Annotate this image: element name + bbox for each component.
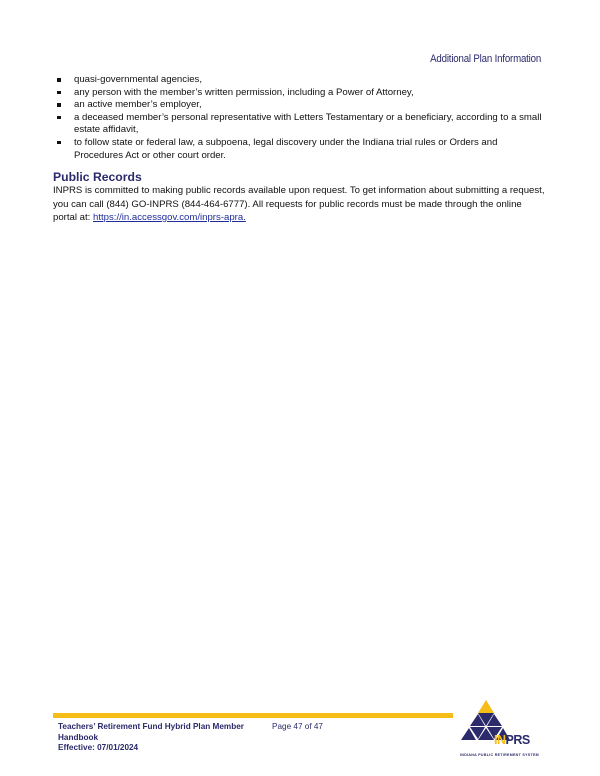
logo-wordmark: INPRS bbox=[494, 733, 530, 747]
public-records-paragraph: INPRS is committed to making public records available upon request. To get information about submitting a request, you can call (844) GO-INPRS (844-464-6777). All requests for public records must be made through the online portal at: https://in.accessgov.com/inprs-apra. bbox=[53, 185, 545, 223]
section-title: Public Records bbox=[53, 170, 142, 184]
bullet-icon bbox=[57, 103, 61, 107]
footer-accent-bar bbox=[53, 713, 453, 718]
list-item: an active member’s employer, bbox=[56, 99, 546, 112]
list-item: quasi-governmental agencies, bbox=[56, 74, 546, 87]
bullet-list bbox=[56, 74, 546, 162]
bullet-icon bbox=[57, 141, 61, 145]
page-number: Page 47 of 47 bbox=[272, 722, 323, 731]
footer-doc-info: Teachers’ Retirement Fund Hybrid Plan Member Handbook Effective: 07/01/2024 bbox=[58, 722, 244, 753]
bullet-icon bbox=[57, 116, 61, 120]
logo-subtitle: INDIANA PUBLIC RETIREMENT SYSTEM bbox=[460, 753, 539, 757]
bullet-icon bbox=[57, 91, 61, 95]
running-header: Additional Plan Information bbox=[430, 53, 541, 65]
list-item: any person with the member’s written permission, including a Power of Attorney, bbox=[56, 87, 546, 100]
list-item: a deceased member’s personal representative with Letters Testamentary or a beneficiary, according to a small estate affidavit, bbox=[56, 112, 546, 137]
inprs-logo-icon bbox=[456, 698, 548, 760]
list-item: to follow state or federal law, a subpoena, legal discovery under the Indiana trial rules or Orders and Procedures Act or other court order. bbox=[56, 137, 546, 162]
apra-portal-link[interactable]: https://in.accessgov.com/inprs-apra. bbox=[93, 212, 246, 223]
bullet-icon bbox=[57, 78, 61, 82]
